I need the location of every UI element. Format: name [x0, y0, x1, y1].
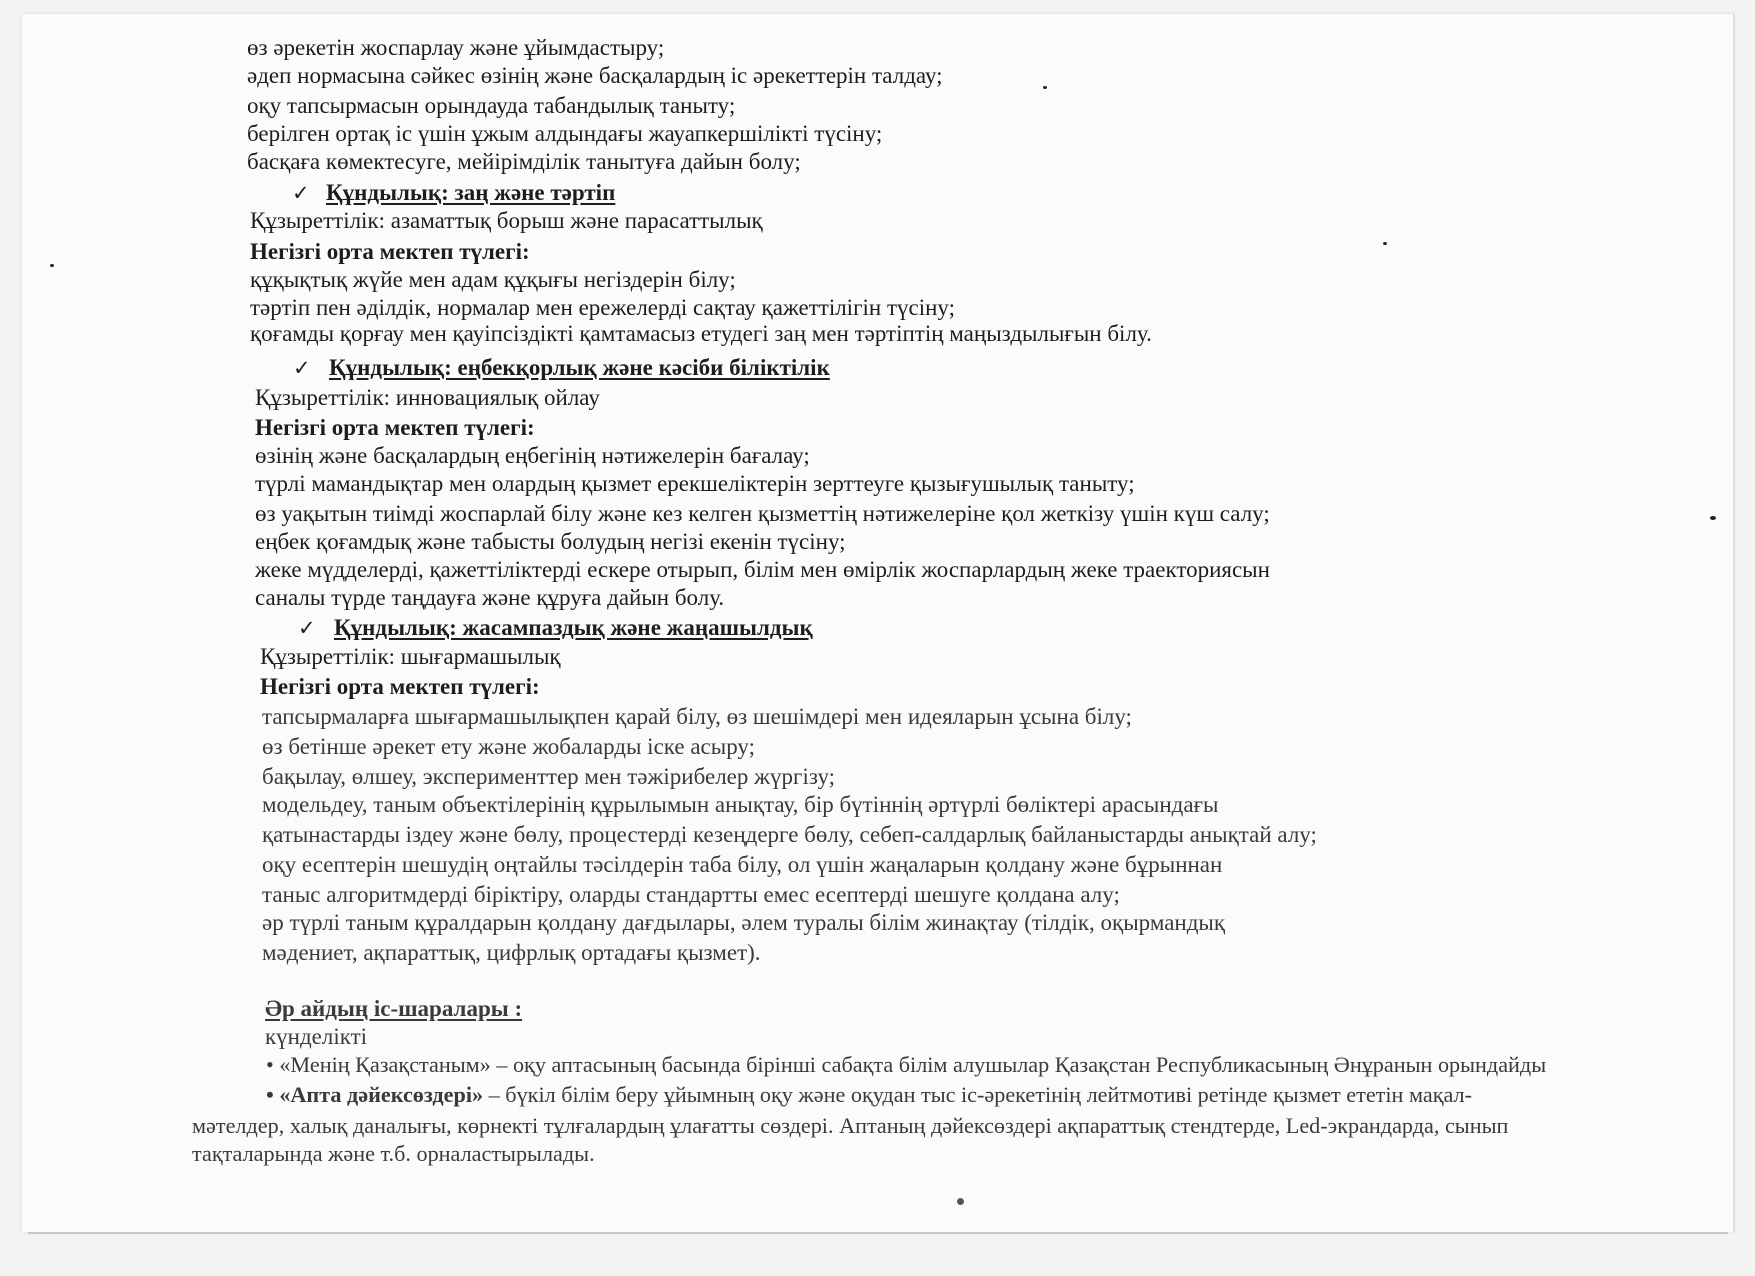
text-line: мәтелдер, халық даналығы, көрнекті тұлғалардың ұлағатты сөздері. Аптаның дәйексөздері ақпараттық стендтерде, Led-экрандарда, сынып — [192, 1113, 1509, 1138]
monthly-events-heading: Әр айдың іс-шаралары : — [265, 996, 523, 1021]
bullet-anthem: • «Менің Қазақстаным» – оқу аптасының басында бірінші сабақта білім алушылар Қазақстан Республикасының Әнұранын орындайды — [266, 1052, 1547, 1077]
scan-speck — [1710, 516, 1716, 520]
text-line: жеке мүдделерді, қажеттіліктерді ескере отырып, білім мен өмірлік жоспарлардың жеке траекториясын — [255, 557, 1270, 582]
text-line: мәдениет, ақпараттық, цифрлық ортадағы қызмет). — [262, 940, 761, 965]
text-line: еңбек қоғамдық және табысты болудың негізі екенін түсіну; — [255, 529, 846, 554]
competence-line: Құзыреттілік: инновациялық ойлау — [255, 385, 600, 410]
text-line: бақылау, өлшеу, эксперименттер мен тәжірибелер жүргізу; — [262, 764, 836, 789]
text-line: өз бетінше әрекет ету және жобаларды іске асыру; — [262, 734, 755, 759]
text-line: өзінің және басқалардың еңбегінің нәтижелерін бағалау; — [255, 443, 810, 468]
graduate-heading: Негізгі орта мектеп түлегі: — [250, 239, 530, 264]
graduate-heading: Негізгі орта мектеп түлегі: — [260, 674, 540, 699]
competence-line: Құзыреттілік: шығармашылық — [260, 644, 561, 669]
section-heading-work: Құндылық: еңбекқорлық және кәсіби біліктілік — [329, 355, 830, 380]
checkmark-icon: ✓ — [292, 181, 310, 205]
text-line: тәртіп пен әділдік, нормалар мен ережелерді сақтау қажеттілігін түсіну; — [250, 295, 956, 320]
text-line: оқу есептерін шешудің оңтайлы тәсілдерін таба білу, ол үшін жаңаларын қолдану және бұрыннан — [262, 852, 1223, 877]
bullet-week-quotes-title: • «Апта дәйексөздері» — [266, 1082, 484, 1107]
scan-speck — [1043, 86, 1047, 89]
text-line: саналы түрде таңдауға және құруға дайын болу. — [255, 585, 725, 610]
text-line: әдеп нормасына сәйкес өзінің және басқалардың іс әрекеттерін талдау; — [247, 63, 943, 88]
text-line: оқу тапсырмасын орындауда табандылық таныту; — [247, 93, 736, 118]
text-line: тақталарында және т.б. орналастырылады. — [192, 1141, 595, 1166]
text-line: тапсырмаларға шығармашылықпен қарай білу, өз шешімдері мен идеяларын ұсына білу; — [262, 704, 1132, 729]
text-line: модельдеу, таным объектілерінің құрылымын анықтау, бір бүтіннің әртүрлі бөліктері арасындағы — [262, 792, 1219, 817]
text-line: құқықтық жүйе мен адам құқығы негіздерін білу; — [250, 267, 736, 292]
daily-subheading: күнделікті — [265, 1024, 368, 1049]
text-line: таныс алгоритмдерді біріктіру, оларды стандартты емес есептерді шешуге қолдана алу; — [262, 882, 1120, 907]
bullet-week-quotes-text: – бүкіл білім беру ұйымның оқу және оқудан тыс іс-әрекетінің лейтмотиві ретінде қызмет ететін мақал- — [483, 1082, 1472, 1107]
scan-speck — [1383, 242, 1387, 245]
scan-speck — [957, 1198, 964, 1205]
page-edge-right — [1733, 14, 1735, 1232]
text-line: өз әрекетін жоспарлау және ұйымдастыру; — [247, 35, 665, 60]
section-heading-law: Құндылық: заң және тәртіп — [326, 180, 616, 205]
text-line: түрлі мамандықтар мен олардың қызмет ерекшеліктерін зерттеуге қызығушылық таныту; — [255, 471, 1135, 496]
graduate-heading: Негізгі орта мектеп түлегі: — [255, 415, 535, 440]
checkmark-icon: ✓ — [293, 356, 311, 380]
page-edge-bottom — [28, 1232, 1728, 1234]
checkmark-icon: ✓ — [298, 616, 316, 640]
text-line: өз уақытын тиімді жоспарлай білу және кез келген қызметтің нәтижелеріне қол жеткізу үшін күш салу; — [255, 501, 1270, 526]
text-line: қатынастарды іздеу және бөлу, процестерді кезеңдерге бөлу, себеп-салдарлық байланыстарды анықтай алу; — [262, 822, 1317, 847]
competence-line: Құзыреттілік: азаматтық борыш және парасаттылық — [250, 208, 763, 233]
scan-speck — [50, 264, 54, 267]
text-line: берілген ортақ іс үшін ұжым алдындағы жауапкершілікті түсіну; — [247, 121, 883, 146]
text-line: әр түрлі таным құралдарын қолдану дағдылары, әлем туралы білім жинақтау (тілдік, оқырмандық — [262, 910, 1226, 935]
bullet-week-quotes — [266, 1081, 1472, 1109]
section-heading-creative: Құндылық: жасампаздық және жаңашылдық — [334, 615, 813, 640]
text-line: басқаға көмектесуге, мейірімділік танытуға дайын болу; — [247, 149, 801, 174]
text-line: қоғамды қорғау мен қауіпсіздікті қамтамасыз етудегі заң мен тәртіптің маңыздылығын білу. — [250, 321, 1152, 346]
